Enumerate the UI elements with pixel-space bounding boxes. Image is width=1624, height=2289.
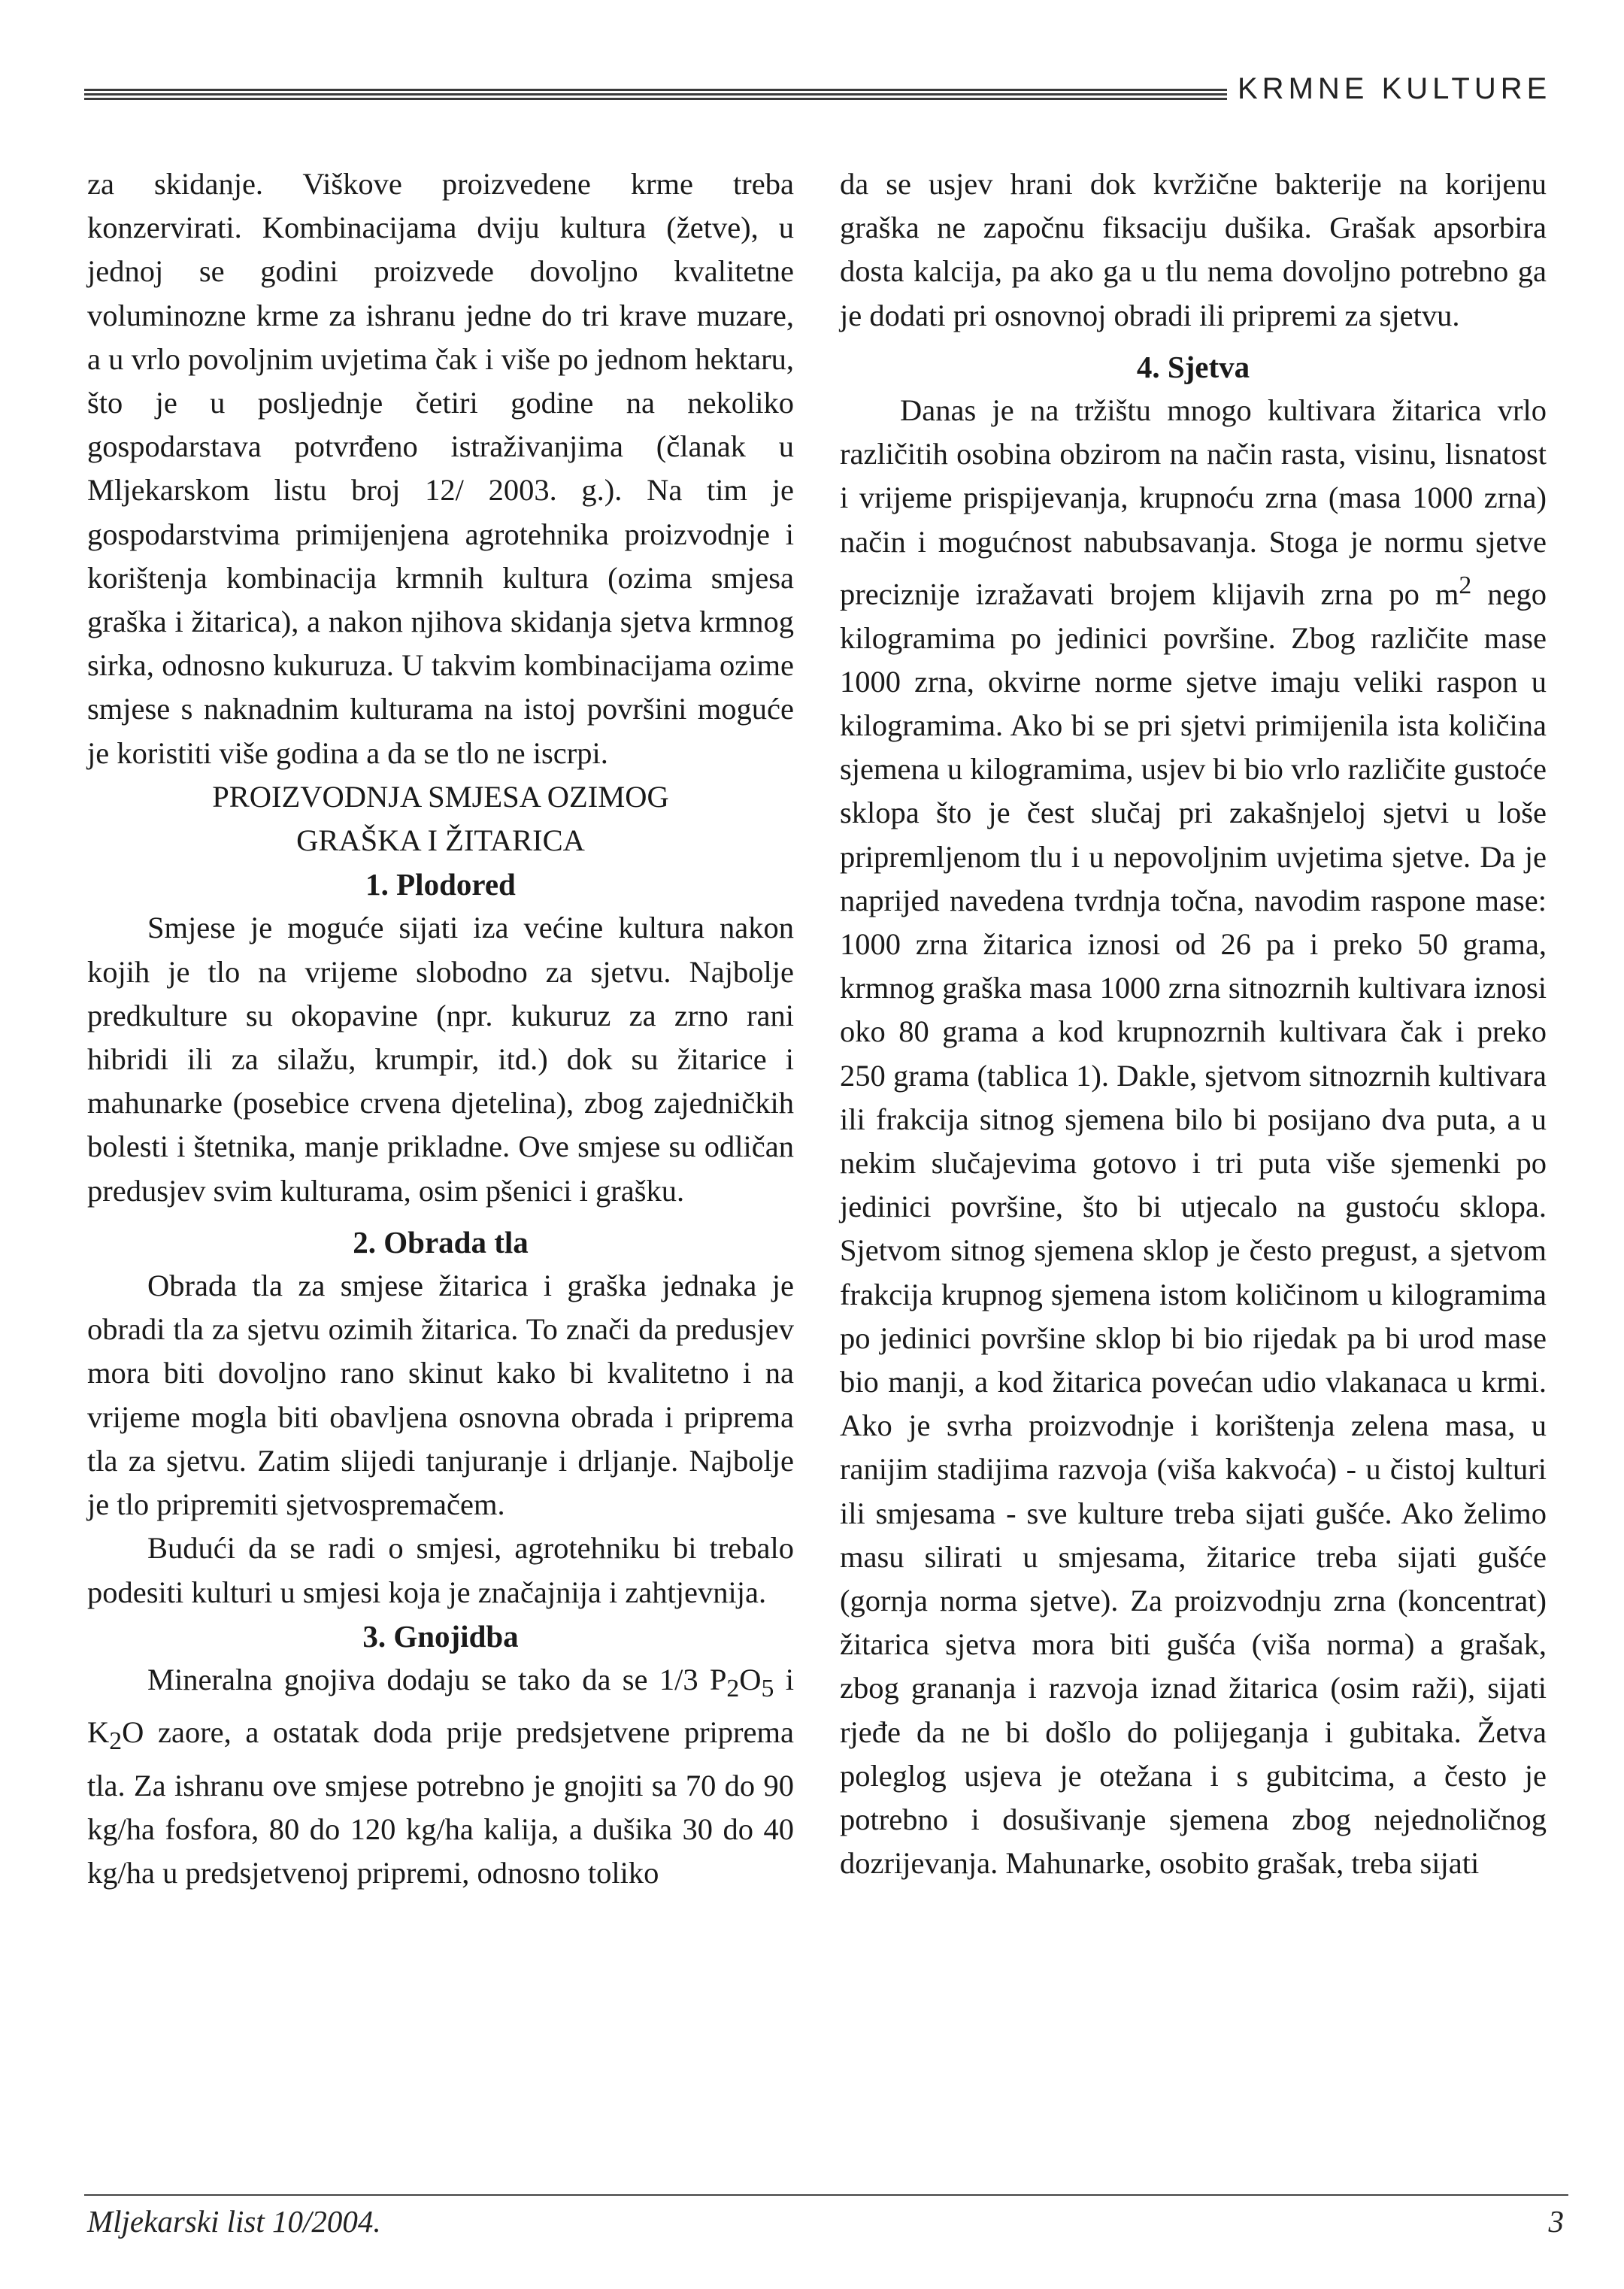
sjetva-text-b: nego kilogramima po jedinici površine. Zbog različite mase 1000 zrna, okvirne norme sjetve imaju veliki raspon u kilogramima. Ako bi se pri sjetvi primijenila ista količina sjemena u kilogramima, usjev bi bio vrlo različite gustoće sklopa što je čest slučaj pri zakašnjeloj sjetvi u loše pripremljenom tlu i u nepovoljnim uvjetima sjetve. Da je naprijed navedena tvrdnja točna, navodim raspone mase: 1000 zrna žitarica iznosi od 26 pa i preko 50 grama, krmnog graška masa 1000 zrna sitnozrnih kultivara iznosi oko 80 grama a kod krupnozrnih kultivara čak i preko 250 grama (tablica 1). Dakle, sjetvom sitnozrnih kultivara ili frakcija sitnog sjemena bilo bi posijano dva puta, a u nekim slučajevima gotovo i tri puta više sjemenki po jedinici površine, što bi utjecalo na gustoću sklopa. Sjetvom sitnog sjemena sklop je često pregust, a sjetvom frakcija krupnog sjemena istom količinom u kilogramima po jedinici površine sklop bi bio rijedak pa bi urod mase bio manji, a kod žitarica povećan udio vlakanaca u krmi. Ako je svrha proizvodnje i korištenja zelena masa, u ranijim stadijima razvoja (viša kakvoća) - u čistoj kulturi ili smjesama - sve kulture treba sijati gušće. Ako želimo masu silirati u smjesama, žitarice treba sijati gušće (gornja norma sjetve). Za proizvodnju zrna (koncentrat) žitarica sjetva mora biti gušća (viša norma) a grašak, zbog grananja i razvoja iznad žitarica (osim raži), sijati rjeđe da ne bi došlo do polijeganja i gubitaka. Žetva poleglog usjeva je otežana i s gubitcima, a često je potrebno i dosušivanje sjemena zbog nejednoličnog dozrijevanja. Mahunarke, osobito grašak, treba sijati: [840, 577, 1547, 1881]
page-number: 3: [1548, 2204, 1564, 2239]
paragraph-agrotehnika: Budući da se radi o smjesi, agrotehniku bi trebalo podesiti kulturi u smjesi koja je značajnija i zahtjevnija.: [87, 1531, 794, 1609]
subscript-p2: 2: [726, 1675, 740, 1702]
left-column: [87, 162, 794, 1895]
superscript-m2: 2: [1459, 571, 1472, 599]
paragraph-gnojidba: [87, 1658, 794, 1895]
subscript-o5: 5: [761, 1675, 774, 1702]
heading-gnojidba: 3. Gnojidba: [362, 1618, 519, 1654]
article-title-line-2: GRAŠKA I ŽITARICA: [296, 823, 585, 858]
journal-citation: Mljekarski list 10/2004.: [87, 2204, 381, 2239]
footer-rule: [84, 2194, 1568, 2196]
sjetva-text-a: Danas je na tržištu mnogo kultivara žitarica vrlo različitih osobina obzirom na način rasta, visinu, lisnatost i vrijeme prispijevanja, krupnoću zrna (masa 1000 zrna) način i mogućnost nabubsavanja. Stoga je normu sjetve preciznije izražavati brojem klijavih zrna po m: [840, 393, 1547, 611]
left-paragraph-1: za skidanje. Viškove proizvedene krme treba konzervirati. Kombinacijama dviju kultura (žetve), u jednoj se godini proizvede dovoljno kvalitetne voluminozne krme za ishranu jedne do tri krave muzare, a u vrlo povoljnim uvjetima čak i više po jednom hektaru, što je u posljednje četiri godine na nekoliko gospodarstava potvrđeno istraživanjima (članak u Mljekarskom listu broj 12/ 2003. g.). Na tim je gospodarstvima primijenjena agrotehnika proizvodnje i korištenja kombinacija krmnih kultura (ozima smjesa graška i žitarica), a nakon njihova skidanja sjetva krmnog sirka, odnosno kukuruza. U takvim kombinacijama ozime smjese s naknadnim kulturama na istoj površini moguće je koristiti više godina a da se tlo ne iscrpi.: [87, 167, 794, 770]
paragraph-plodored: Smjese je moguće sijati iza većine kultura nakon kojih je tlo na vrijeme slobodno za sjetvu. Najbolje predkulture su okopavine (npr. kukuruz za zrno rani hibridi ili za silažu, krumpir, itd.) dok su žitarice i mahunarke (posebice crvena djetelina), zbog zajedničkih bolesti i štetnika, manje prikladne. Ove smjese su odličan predusjev svim kulturama, osim pšenici i grašku.: [87, 911, 794, 1208]
right-paragraph-1: da se usjev hrani dok kvržične bakterije na korijenu graška ne započnu fiksaciju dušika. Grašak apsorbira dosta kalcija, pa ako ga u tlu nema dovoljno potrebno ga je dodati pri osnovnoj obradi ili pripremi za sjetvu.: [840, 167, 1547, 332]
page-header: [84, 72, 1565, 117]
paragraph-sjetva: [840, 389, 1547, 1885]
gnojidba-text-d: O zaore, a ostatak doda prije predsjetvene priprema tla. Za ishranu ove smjese potrebno je gnojiti sa 70 do 90 kg/ha fosfora, 80 do 120 kg/ha kalija, a dušika 30 do 40 kg/ha u predsjetvenoj pripremi, odnosno toliko: [87, 1715, 794, 1890]
subscript-k2: 2: [109, 1727, 123, 1756]
section-label: KRMNE KULTURE: [1238, 72, 1552, 105]
heading-obrada-tla: 2. Obrada tla: [353, 1224, 529, 1260]
article-title-line-1: PROIZVODNJA SMJESA OZIMOG: [212, 779, 669, 814]
right-column: [840, 162, 1547, 1885]
heading-plodored: 1. Plodored: [365, 867, 516, 902]
gnojidba-text-c: i K: [87, 1662, 794, 1750]
gnojidba-text-a: Mineralna gnojiva dodaju se tako da se 1/3 P: [147, 1662, 727, 1696]
heading-sjetva: 4. Sjetva: [1136, 349, 1250, 384]
header-rule: [84, 89, 1227, 102]
paragraph-obrada-tla: Obrada tla za smjese žitarica i graška jednaka je obradi tla za sjetvu ozimih žitarica. To znači da predusjev mora biti dovoljno rano skinut kako bi kvalitetno i na vrijeme mogla biti obavljena osnovna obrada i priprema tla za sjetvu. Zatim slijedi tanjuranje i drljanje. Najbolje je tlo pripremiti sjetvospremačem.: [87, 1269, 794, 1522]
gnojidba-text-b: O: [739, 1662, 762, 1696]
